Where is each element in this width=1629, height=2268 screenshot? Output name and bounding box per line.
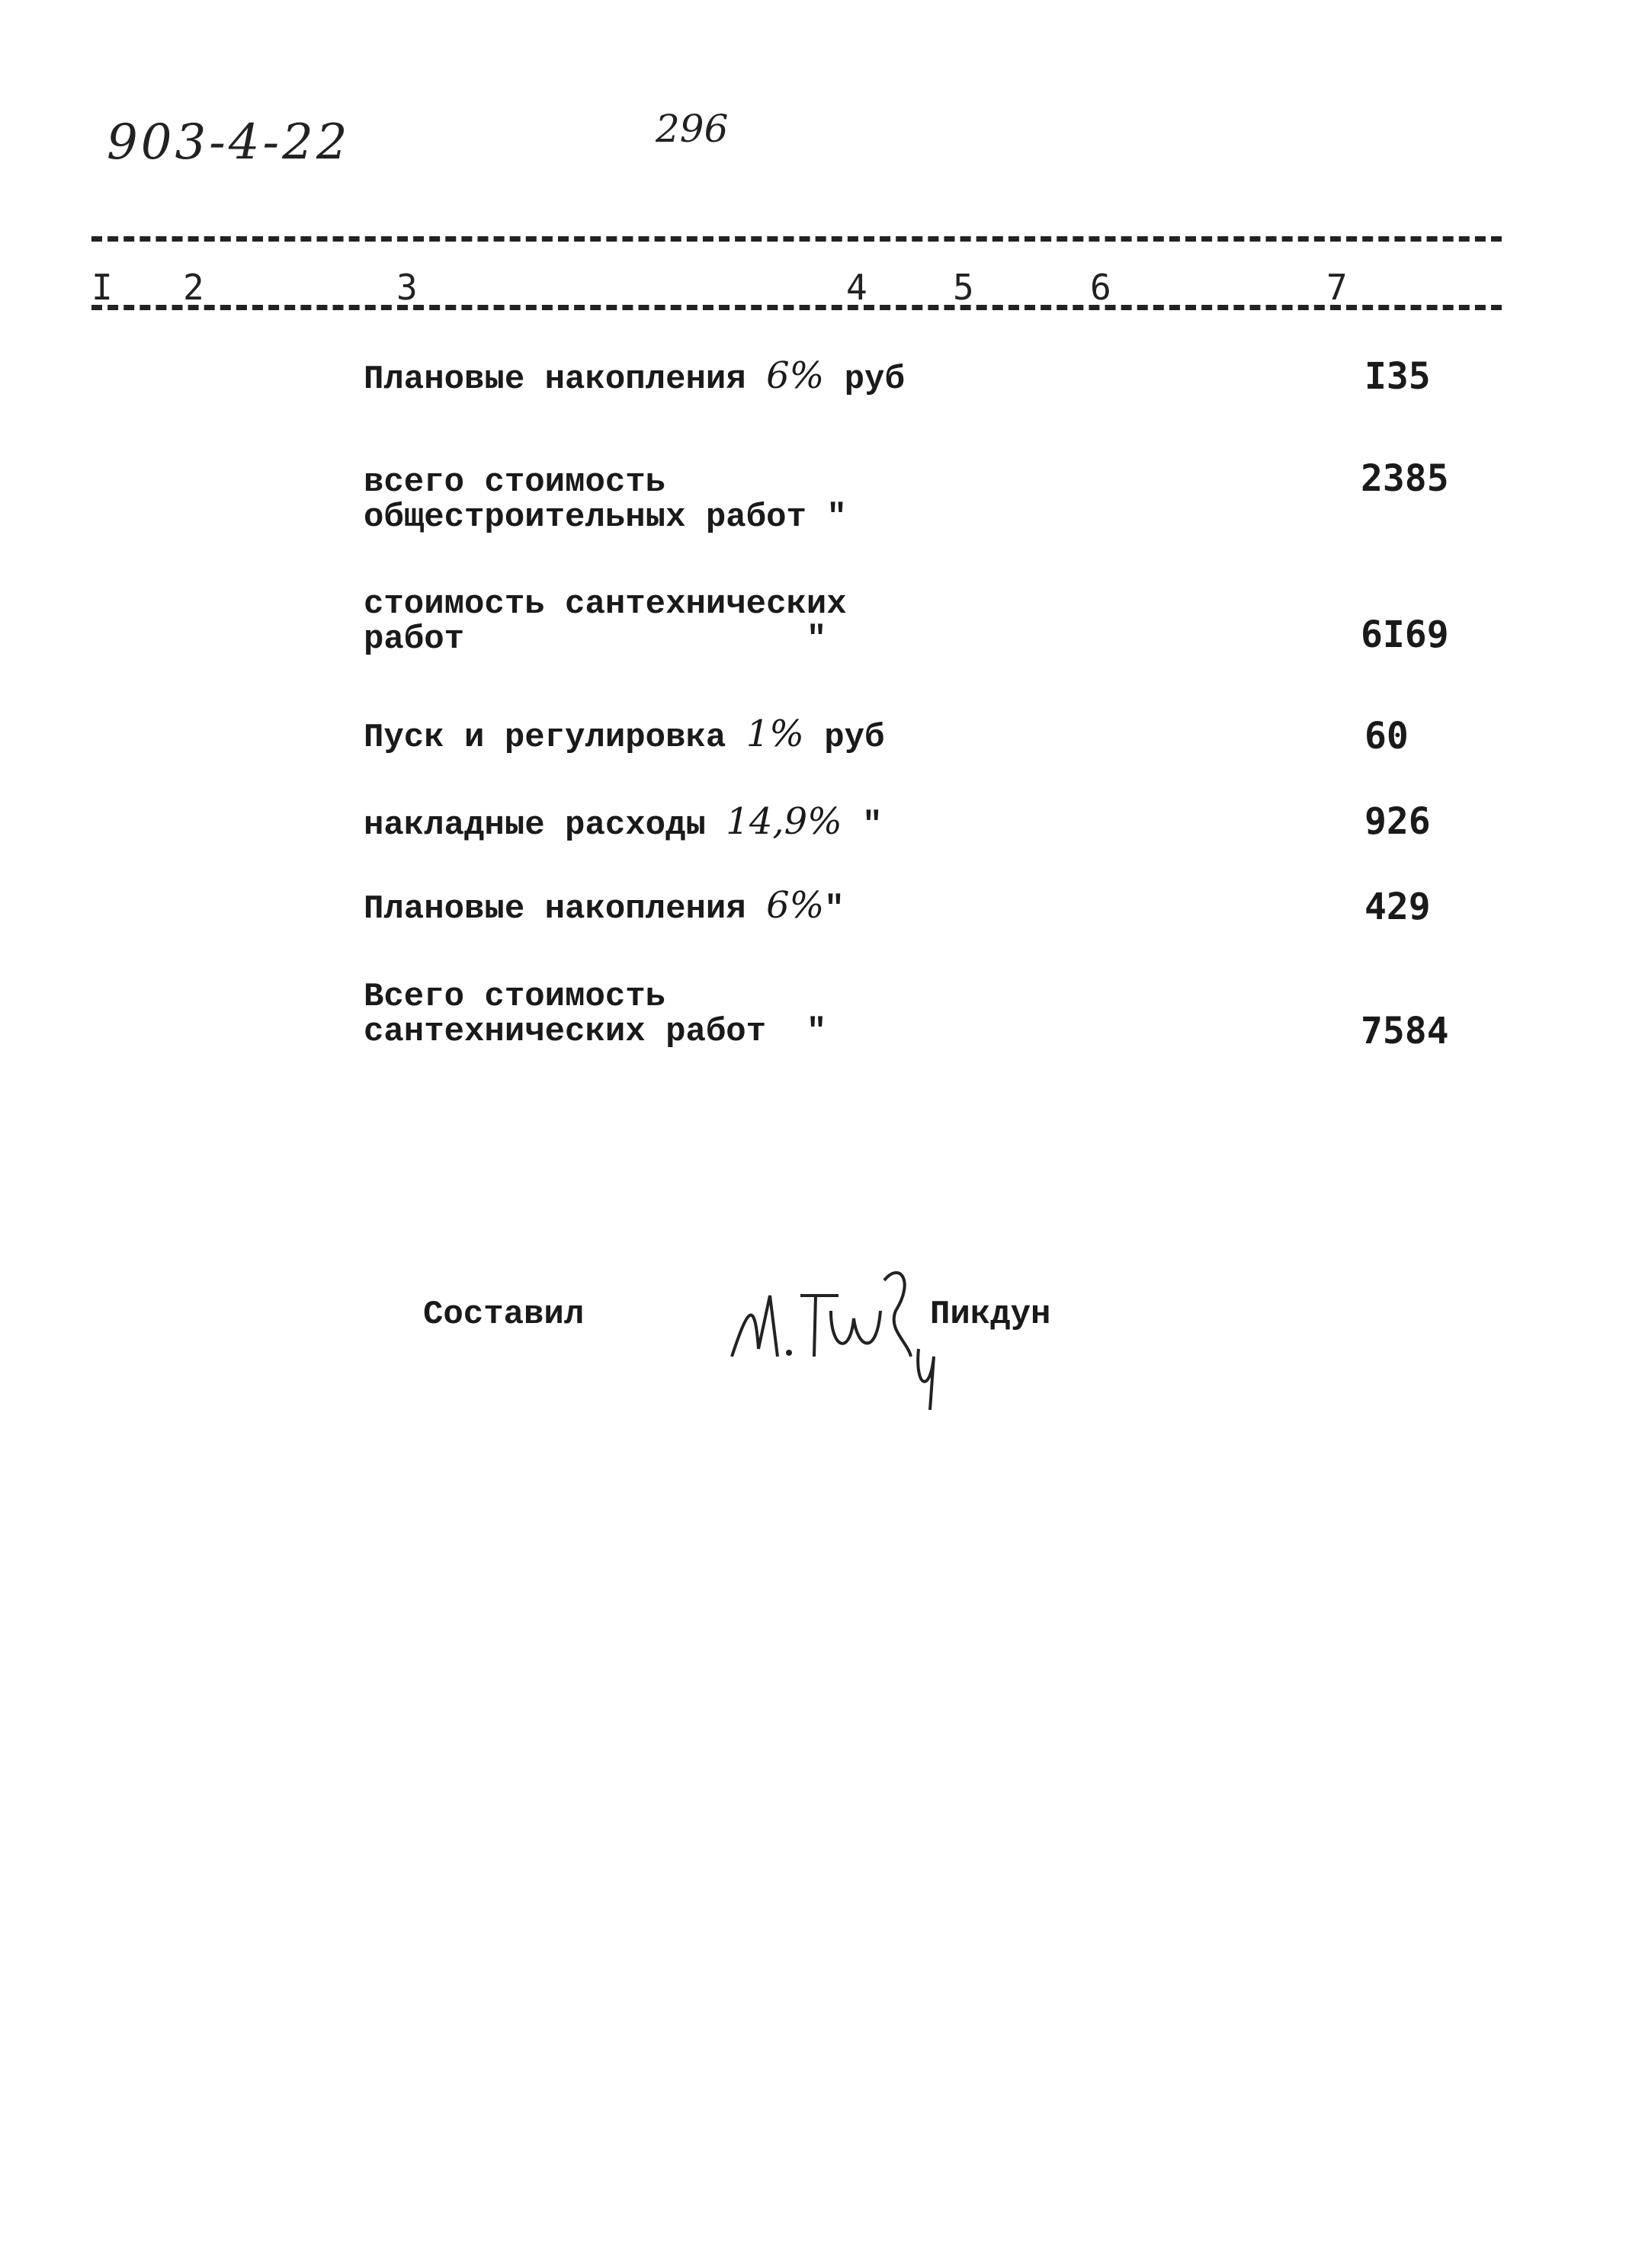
cost-row-planned-savings: [364, 354, 905, 399]
column-number-3: 3: [396, 267, 418, 308]
row-unit: ": [806, 1013, 827, 1051]
row-label-line2: общестроительных работ: [364, 498, 806, 537]
column-number-6: 6: [1090, 267, 1111, 308]
row-value: 6I69: [1361, 613, 1449, 656]
cost-row-plumbing-works: [364, 587, 847, 657]
row-label: Плановые накопления: [364, 360, 746, 399]
row-unit: ": [806, 620, 827, 658]
row-label-line2: сантехнических работ: [364, 1013, 767, 1051]
row-unit: ": [862, 806, 883, 844]
doc-number: 903-4-22: [107, 114, 351, 171]
column-number-5: 5: [953, 267, 974, 308]
row-value: 429: [1364, 886, 1431, 928]
row-percent: 6%: [766, 884, 825, 927]
row-label: Плановые накопления: [364, 890, 746, 928]
cost-row-planned-savings-2: [364, 884, 845, 928]
row-label: накладные расходы: [364, 806, 706, 844]
row-percent: 1%: [746, 713, 804, 755]
column-number-1: I: [91, 267, 113, 308]
row-label: всего стоимость: [364, 463, 666, 501]
row-value: 926: [1364, 800, 1431, 843]
row-label-line2: работ: [364, 620, 465, 658]
row-value: I35: [1364, 355, 1431, 398]
cost-row-general-construction-total: [364, 465, 847, 535]
row-percent: 14,9%: [726, 800, 842, 843]
column-number-7: 7: [1326, 267, 1348, 308]
cost-row-overhead: [364, 800, 883, 844]
row-unit: ": [824, 890, 845, 928]
row-unit: руб: [824, 719, 885, 757]
cost-row-startup-adjustment: [364, 713, 885, 757]
row-unit: руб: [844, 360, 905, 399]
compiled-label: Составил: [423, 1296, 585, 1334]
cost-row-plumbing-total: [364, 979, 826, 1049]
signer-name: Пикдун: [930, 1296, 1051, 1334]
page-number: 296: [656, 107, 729, 151]
column-number-2: 2: [183, 267, 204, 308]
row-label: Пуск и регулировка: [364, 719, 726, 757]
row-value: 2385: [1361, 457, 1449, 500]
row-unit: ": [826, 498, 847, 537]
column-number-4: 4: [846, 267, 867, 308]
dash-divider-top: [91, 236, 1502, 242]
row-value: 7584: [1361, 1010, 1449, 1052]
row-label: стоимость сантехнических: [364, 585, 847, 623]
signature: [724, 1265, 960, 1418]
row-percent: 6%: [766, 354, 825, 397]
dash-divider-bottom: [91, 305, 1502, 310]
row-label: Всего стоимость: [364, 978, 666, 1016]
row-value: 60: [1364, 715, 1409, 758]
